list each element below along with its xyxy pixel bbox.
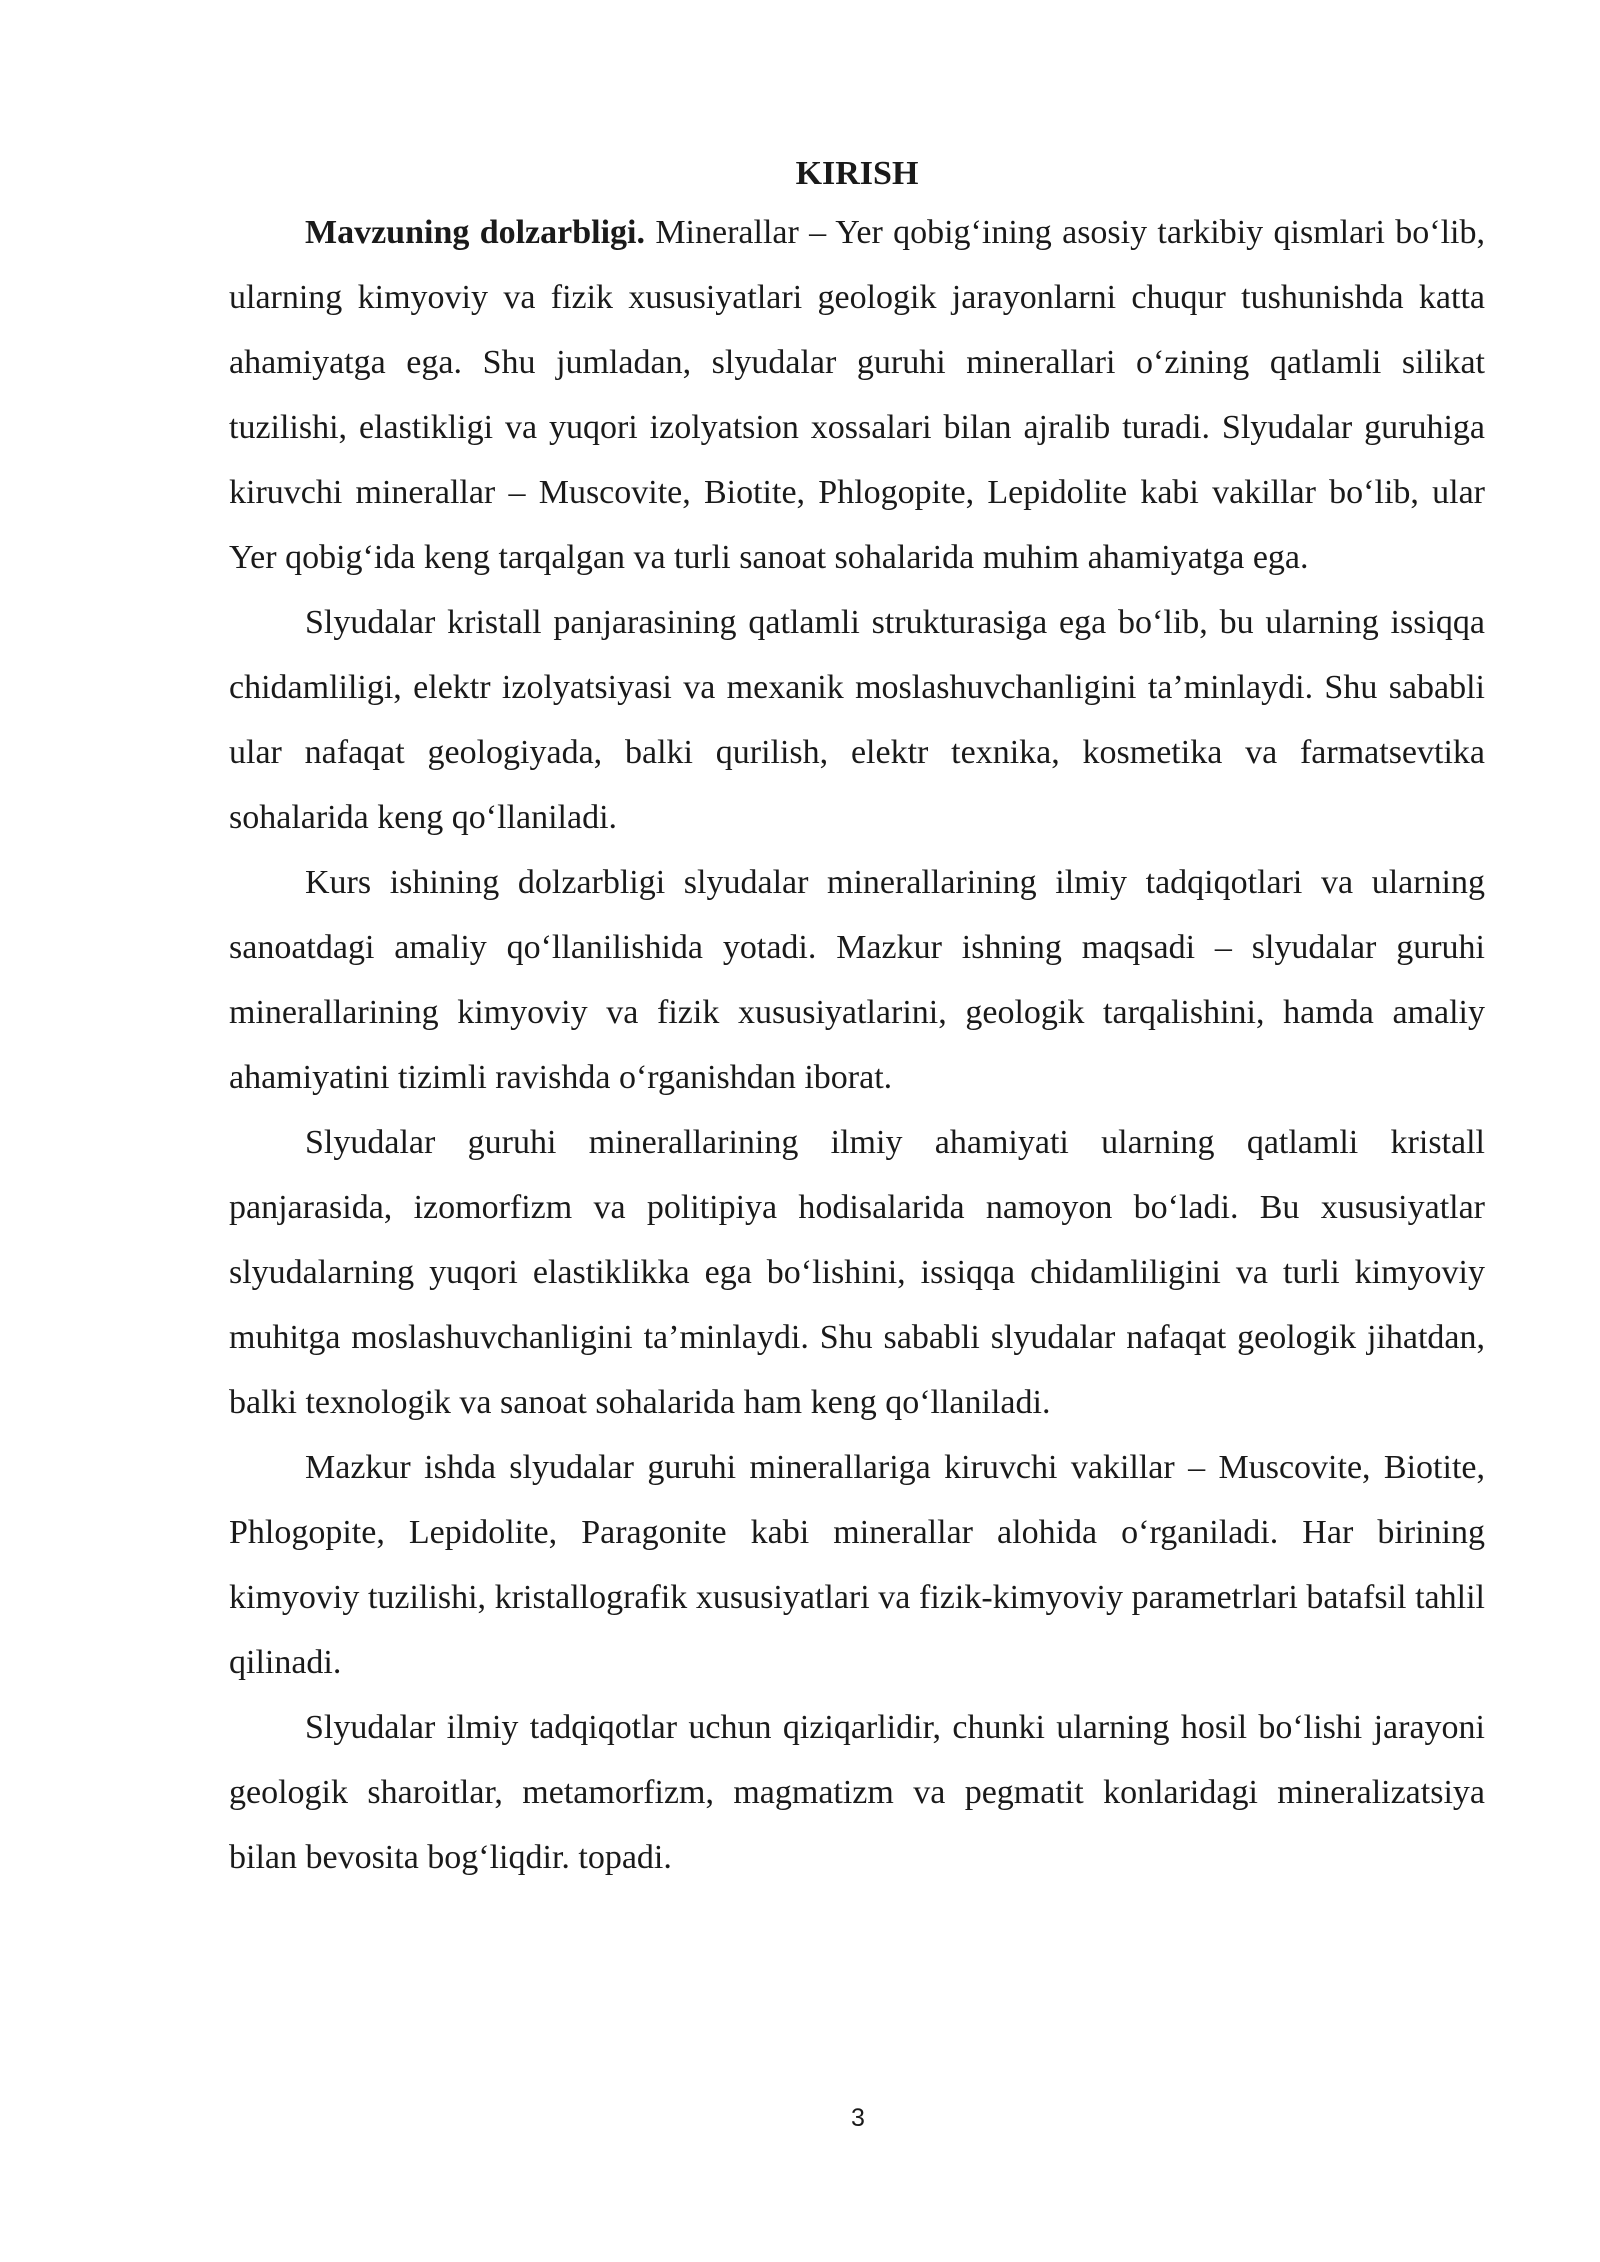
paragraph: Mazkur ishda slyudalar guruhi minerallariga kiruvchi vakillar – Muscovite, Biotite, Phlogopite, Lepidolite, Paragonite kabi minerallar alohida o‘rganiladi. Har birining kimyoviy tuzilishi, kristallografik xususiyatlari va fizik-kimyoviy parametrlari batafsil tahlil qilinadi. xyxy=(229,1449,1485,1681)
page-body xyxy=(229,148,1485,1890)
paragraph-intro xyxy=(229,200,1485,590)
paragraph: Slyudalar kristall panjarasining qatlamli strukturasiga ega bo‘lib, bu ularning issiqqa chidamliligi, elektr izolyatsiyasi va mexanik moslashuvchanligini ta’minlaydi. Shu sababli ular nafaqat geologiyada, balki qurilish, elektr texnika, kosmetika va farmatsevtika sohalarida keng qo‘llaniladi. xyxy=(229,604,1485,836)
section-title: KIRISH xyxy=(795,155,919,192)
paragraph-lead: Mavzuning dolzarbligi. xyxy=(305,214,645,251)
paragraph: Kurs ishining dolzarbligi slyudalar minerallarining ilmiy tadqiqotlari va ularning sanoatdagi amaliy qo‘llanilishida yotadi. Mazkur ishning maqsadi – slyudalar guruhi minerallarining kimyoviy va fizik xususiyatlarini, geologik tarqalishini, hamda amaliy ahamiyatini tizimli ravishda o‘rganishdan iborat. xyxy=(229,864,1485,1096)
page-number: 3 xyxy=(851,2104,865,2132)
paragraph: Slyudalar ilmiy tadqiqotlar uchun qiziqarlidir, chunki ularning hosil bo‘lishi jarayoni geologik sharoitlar, metamorfizm, magmatizm va pegmatit konlaridagi mineralizatsiya bilan bevosita bog‘liqdir. topadi. xyxy=(229,1709,1485,1876)
paragraph: Slyudalar guruhi minerallarining ilmiy ahamiyati ularning qatlamli kristall panjarasida, izomorfizm va politipiya hodisalarida namoyon bo‘ladi. Bu xususiyatlar slyudalarning yuqori elastiklikka ega bo‘lishini, issiqqa chidamliligini va turli kimyoviy muhitga moslashuvchanligini ta’minlaydi. Shu sababli slyudalar nafaqat geologik jihatdan, balki texnologik va sanoat sohalarida ham keng qo‘llaniladi. xyxy=(229,1124,1485,1421)
paragraph-intro-text: Minerallar – Yer qobig‘ining asosiy tarkibiy qismlari bo‘lib, ularning kimyoviy va fizik xususiyatlari geologik jarayonlarni chuqur tushunishda katta ahamiyatga ega. Shu jumladan, slyudalar guruhi minerallari o‘zining qatlamli silikat tuzilishi, elastikligi va yuqori izolyatsion xossalari bilan ajralib turadi. Slyudalar guruhiga kiruvchi minerallar – Muscovite, Biotite, Phlogopite, Lepidolite kabi vakillar bo‘lib, ular Yer qobig‘ida keng tarqalgan va turli sanoat sohalarida muhim ahamiyatga ega. xyxy=(229,214,1485,576)
